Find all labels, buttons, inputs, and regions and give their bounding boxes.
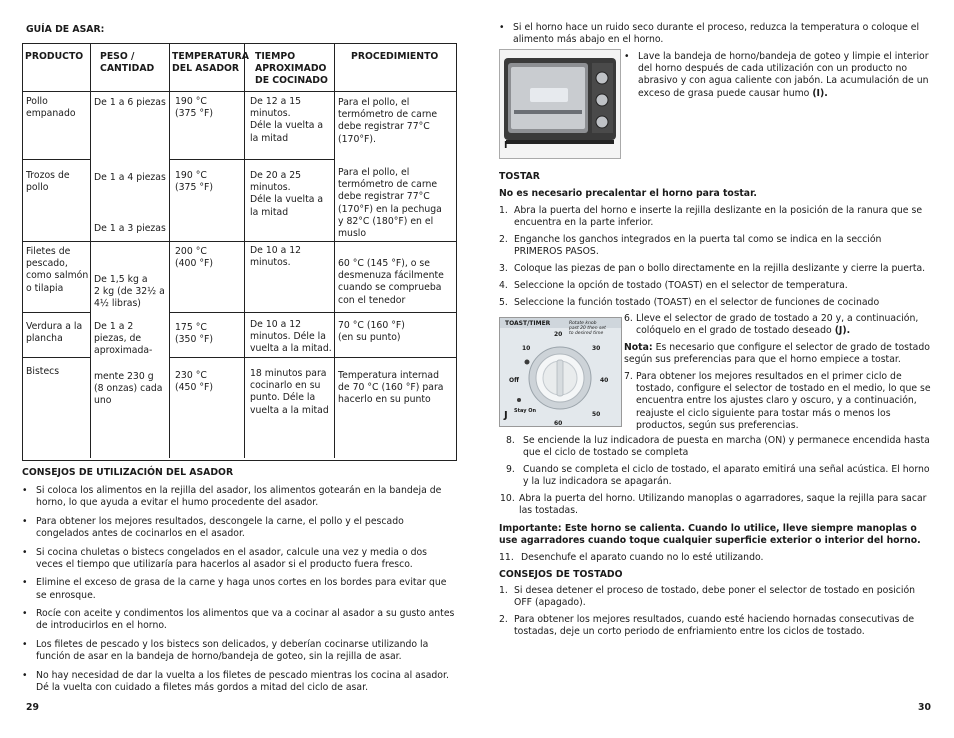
toast-dial-illustration (499, 317, 622, 427)
step-number: 1. (499, 585, 508, 596)
step-7 (624, 371, 931, 432)
cell-peso: De 1 a 3 piezas (94, 223, 166, 234)
toast-tips-heading: CONSEJOS DE TOSTADO (499, 569, 623, 580)
step-number: 8. (506, 435, 515, 446)
step-number: 10. (500, 493, 515, 504)
cell-temperatura: 190 °C (375 °F) (175, 170, 213, 194)
list-item: • Elimine el exceso de grasa de la carne y haga unos cortes en los bordes para evitar que se enrosque. (22, 577, 455, 601)
cell-producto: Bistecs (26, 366, 60, 377)
cell-procedimiento: Temperatura internad de 70 °C (160 °F) para hacerlo en su punto (338, 370, 444, 406)
row-rule (169, 159, 334, 160)
step-text: Abra la puerta del horno. Utilizando manoplas o agarradores, saque la rejilla para sacar las tostadas. (519, 493, 927, 517)
header-temperatura: TEMPERATURA DEL ASADOR (172, 51, 249, 74)
figure-i-label: I (504, 140, 508, 151)
step-number: 9. (506, 464, 515, 475)
step-text: Coloque las piezas de pan o bollo directamente en la rejilla deslizante y cierre la puerta. (514, 263, 926, 274)
important-warning: Importante: Este horno se calienta. Cuando lo utilice, lleve siempre manoplas o use agarradores cuando toque cualquier superficie exterior o interior del horno. (499, 523, 921, 547)
list-item (499, 297, 931, 309)
list-item: • Para obtener los mejores resultados, descongele la carne, el pollo y el pescado congelados antes de cocinarlos en el asador. (22, 516, 455, 540)
cell-tiempo: De 10 a 12 minutos. (250, 245, 302, 269)
row-rule (23, 241, 456, 242)
row-rule (169, 312, 456, 313)
toast-tips-list (499, 585, 931, 643)
list-item (506, 435, 931, 459)
step-number: 6. (624, 313, 633, 324)
note-text: Es necesario que configure el selector de grado de tostado según sus preferencias para que el horno empiece a tostar. (624, 342, 930, 366)
cell-procedimiento: Para el pollo, el termómetro de carne debe registrar 77°C (170°F). (338, 97, 438, 145)
cleaning-tip-text: Lave la bandeja de horno/bandeja de goteo y limpie el interior del horno después de cada utilización con un producto no abrasivo y con agua caliente con jabón. La acumulación de un exceso de grasa puede causar humo (638, 51, 929, 99)
toast-note: No es necesario precalentar el horno para tostar. (499, 188, 757, 199)
step-number: 4. (499, 279, 508, 291)
list-item: • Si el horno hace un ruido seco durante el proceso, reduzca la temperatura o coloque el alimento más abajo en el horno. (499, 22, 931, 46)
row-rule (23, 312, 90, 313)
header-producto: PRODUCTO (25, 51, 84, 62)
step-text: Para obtener los mejores resultados en el primer ciclo de tostado, configure el selector de tostado en el medio, lo que se encuentra entre los ajustes claro y oscuro, y a continuación, reajuste el ciclo siguiente para tostar más o menos los productos, según sus preferencias. (636, 371, 931, 431)
cell-peso: De 1 a 6 piezas (94, 97, 166, 108)
step-text: Lleve el selector de grado de tostado a 20 y, a continuación, colóquelo en el grado de tostado deseado (636, 313, 919, 337)
page-number: 29 (26, 702, 39, 713)
cell-peso: De 1,5 kg a 2 kg (de 32½ a 4½ libras) (94, 274, 165, 310)
figure-j-label: J (504, 410, 508, 421)
list-item: • Rocíe con aceite y condimentos los alimentos que va a cocinar al asador a su gusto antes de introducirlos en el horno. (22, 608, 455, 632)
dial-tick-off: Off (509, 377, 519, 384)
cell-producto: Filetes de pescado, como salmón o tilapia (26, 246, 89, 294)
list-item (499, 614, 931, 638)
cell-procedimiento: 60 °C (145 °F), o se desmenuza fácilmente cuando se comprueba con el tenedor (338, 258, 444, 306)
list-item (624, 51, 930, 100)
step-number: 11. (499, 552, 514, 563)
cleaning-tip (624, 51, 930, 106)
step-text: Abra la puerta del horno e inserte la rejilla deslizante en la posición de la ranura que se encuentra en la parte inferior. (514, 205, 923, 229)
page-number: 30 (918, 702, 931, 713)
note (624, 342, 931, 366)
step-text: Seleccione la opción de tostado (TOAST) en el selector de temperatura. (514, 279, 848, 291)
step-6 (624, 313, 931, 337)
dial-tick-50: 50 (592, 411, 601, 418)
cell-peso: De 1 a 2 piezas, de aproximada- (94, 321, 153, 357)
step-11 (499, 552, 931, 564)
step-number: 1. (499, 205, 508, 216)
step-text: Enganche los ganchos integrados en la puerta tal como se indica en la sección PRIMEROS PASOS. (514, 234, 882, 258)
dial-tick-60: 60 (554, 420, 563, 427)
cell-peso: De 1 a 4 piezas (94, 172, 166, 183)
cell-procedimiento: Para el pollo, el termómetro de carne debe registrar 77°C (170°F) en la pechuga y 82°C (180°F) en el muslo (338, 167, 442, 240)
step-text: Para obtener los mejores resultados, cuando esté haciendo hornadas consecutivas de tostadas, deje un corto periodo de enfriamiento entre los ciclos de tostado. (514, 614, 915, 638)
cell-tiempo: De 10 a 12 minutos. Déle la vuelta a la mitad. (250, 319, 332, 355)
list-item: • Si coloca los alimentos en la rejilla del asador, los alimentos gotearán en la bandeja de horno, lo que ayuda a evitar el humo procedente del asador. (22, 485, 455, 509)
cell-tiempo: 18 minutos para cocinarlo en su punto. Déle la vuelta a la mitad (250, 368, 329, 416)
figure-ref: (I). (812, 87, 828, 99)
step-text: Desenchufe el aparato cuando no lo esté utilizando. (521, 552, 764, 563)
cell-temperatura: 190 °C (375 °F) (175, 96, 213, 120)
table-divider (90, 44, 91, 458)
dial-tick-40: 40 (600, 377, 609, 384)
header-peso: PESO / CANTIDAD (100, 51, 155, 74)
list-item (500, 493, 931, 517)
grill-tips-list (22, 485, 455, 701)
dial-tick-10: 10 (522, 345, 531, 352)
toast-steps (499, 205, 931, 313)
grill-guide-table (22, 43, 457, 461)
dial-hint: Rotate knob past 20 then set to desired time (569, 321, 606, 336)
list-item (499, 205, 931, 229)
step-number: 2. (499, 234, 508, 245)
table-divider (244, 44, 245, 458)
cell-temperatura: 175 °C (350 °F) (175, 322, 213, 346)
list-item (506, 464, 931, 488)
table-divider (169, 44, 170, 458)
toast-steps-continued (500, 435, 931, 522)
cell-producto: Pollo empanado (26, 96, 76, 120)
oven-illustration (499, 49, 621, 159)
dial-tick-stay-on: Stay On (514, 408, 537, 414)
grill-tips-heading: CONSEJOS DE UTILIZACIÓN DEL ASADOR (22, 467, 234, 478)
list-item (499, 585, 931, 609)
list-item: • Si cocina chuletas o bistecs congelados en el asador, calcule una vez y media o dos veces el tiempo que utilizaría para hacerlos al asador si el producto fuera fresco. (22, 547, 455, 571)
toast-heading: TOSTAR (499, 171, 540, 182)
step-text: Seleccione la función tostado (TOAST) en el selector de funciones de cocinado (514, 296, 880, 308)
dial-tick-30: 30 (592, 345, 601, 352)
header-procedimiento: PROCEDIMIENTO (351, 51, 439, 62)
step-number: 3. (499, 263, 508, 274)
cell-temperatura: 200 °C (400 °F) (175, 246, 213, 270)
list-item (499, 234, 931, 258)
cell-procedimiento: 70 °C (160 °F) (en su punto) (338, 320, 405, 344)
cell-producto: Trozos de pollo (26, 170, 70, 194)
dial-title: TOAST/TIMER (505, 320, 551, 327)
table-divider (334, 44, 335, 458)
list-item: • Los filetes de pescado y los bistecs son delicados, y deberían cocinarse utilizando la función de asar en la bandeja de horno/bandeja de goteo, sin la rejilla de asar. (22, 639, 455, 663)
figure-ref: (J). (834, 325, 851, 337)
step-number: 5. (499, 296, 508, 308)
cell-producto: Verdura a la plancha (26, 321, 83, 345)
step-text: Se enciende la luz indicadora de puesta en marcha (ON) y permanece encendida hasta que el ciclo de tostado se completa (523, 435, 930, 459)
list-item: • No hay necesidad de dar la vuelta a los filetes de pescado mientras los cocina al asador. Dé la vuelta con cuidado a filetes más gordos a mitad del ciclo de asar. (22, 670, 455, 694)
header-tiempo: TIEMPO APROXIMADO DE COCINADO (255, 51, 328, 86)
row-rule (169, 357, 456, 358)
right-page (477, 0, 954, 738)
row-rule (23, 159, 90, 160)
step-number: 7. (624, 371, 633, 382)
dial-tick-20: 20 (554, 331, 563, 338)
cell-tiempo: De 20 a 25 minutos. Déle la vuelta a la mitad (250, 170, 324, 218)
list-item (499, 280, 931, 292)
cell-peso: mente 230 g (8 onzas) cada uno (94, 371, 163, 407)
step-number: 2. (499, 614, 508, 625)
step-text: Cuando se completa el ciclo de tostado, el aparato emitirá una señal acústica. El horno y la luz indicadora se apagarán. (523, 464, 930, 488)
step-text: Si desea detener el proceso de tostado, debe poner el selector de tostado en posición OFF (apagado). (514, 585, 916, 609)
toaster-oven-image (500, 50, 620, 158)
note-label: Nota: (624, 342, 653, 353)
cell-temperatura: 230 °C (450 °F) (175, 370, 213, 394)
header-rule (23, 91, 456, 92)
row-rule (23, 357, 90, 358)
list-item (499, 263, 931, 275)
grill-guide-heading: GUÍA DE ASAR: (26, 24, 105, 35)
cell-tiempo: De 12 a 15 minutos. Déle la vuelta a la mitad (250, 96, 324, 144)
